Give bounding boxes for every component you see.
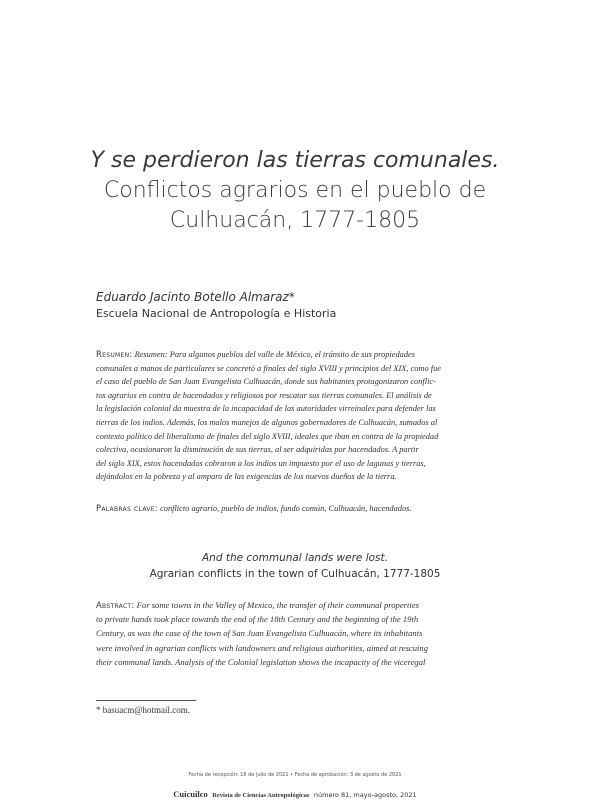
abstract-line-2: to private hands took place towards the end of the 18th Century and the beginning of the 19th <box>96 614 419 625</box>
abstract-line-5: their communal lands. Analysis of the Colonial legislation shows the incapacity of the viceregal <box>96 656 426 667</box>
resumen-line-3: el caso del pueblo de San Juan Evangelista Culhuacán, donde sus habitantes protagonizaron conflic- <box>96 377 436 387</box>
journal-subtitle: Revista de Ciencias Antropológicas <box>212 792 310 799</box>
title-line-1: Y se perdieron las tierras comunales. <box>90 148 500 173</box>
approved-date: Fecha de aprobación: 3 de agosto de 2021 <box>294 772 402 778</box>
footnote-email: * basuacm@hotmail.com. <box>96 705 191 715</box>
footnote-divider <box>96 700 196 701</box>
journal-footer <box>60 784 530 802</box>
author-name: Eduardo Jacinto Botello Almaraz* <box>96 290 295 304</box>
journal-name: Cuicuilco <box>173 789 208 799</box>
resumen-line-4: tos agrarios en contra de hacendados y religiosos por rescatar sus tierras comunales. El análisis de <box>96 390 432 400</box>
author-affiliation: Escuela Nacional de Antropología e Historia <box>96 307 337 320</box>
abstract-line-1: Abstract: For some towns in the Valley of Mexico, the transfer of their communal properties <box>96 600 419 610</box>
english-title <box>60 550 530 582</box>
received-date: Fecha de recepción: 16 de julio de 2021 <box>188 772 289 778</box>
abstract-section <box>96 598 496 669</box>
article-title <box>60 146 530 236</box>
title-line-3: Culhuacán, 1777-1805 <box>169 208 421 233</box>
resumen-line-1: Resumen: Resumen: Para algunos pueblos del valle de México, el tránsito de sus propiedades <box>96 349 416 359</box>
resumen-line-6: tierras de los indios. Además, los malos manejos de algunos gobernadores de Culhuacán, sumados al <box>96 417 438 427</box>
keywords-text: conflicto agrario, pueblo de indios, fundo común, Culhuacán, hacendados. <box>160 504 412 513</box>
keywords-section <box>96 503 496 513</box>
resumen-line-9: del siglo XIX, estos hacendados cobraron a los indios un impuesto por el uso de lagunas y tierras, <box>96 458 426 468</box>
title-line-2: Conflictos agrarios en el pueblo de <box>103 178 487 203</box>
resumen-line-5: la legislación colonial da muestra de la incapacidad de las autoridades virreinales para defender las <box>96 404 436 414</box>
resumen-line-2: comunales a manos de particulares se concretó a finales del siglo XVIII y principios del XIX, como fue <box>96 363 442 373</box>
journal-issue: número 81, mayo-agosto, 2021 <box>313 791 417 799</box>
resumen-section <box>96 348 492 484</box>
abstract-label: Abstract: <box>96 600 135 610</box>
date-separator-bullet: • <box>290 772 295 778</box>
resumen-line-7: contexto político del liberalismo de finales del siglo XVIII, ideales que iban en contra de la propiedad <box>96 431 439 441</box>
abstract-line-3: Century, as was the case of the town of San Juan Evangelista Culhuacán, where its inhabitants <box>96 628 423 639</box>
resumen-label: Resumen: <box>96 349 133 359</box>
keywords-label: Palabras clave: <box>96 503 158 513</box>
abstract-line-4: were involved in agrarian conflicts with landowners and religious authorities, aimed at rescuing <box>96 642 429 653</box>
english-title-line-2: Agrarian conflicts in the town of Culhuacán, 1777-1805 <box>149 568 441 580</box>
resumen-line-10: dejándolos en la pobreza y al amparo de las exigencias de los nuevos dueños de la tierra. <box>96 472 397 482</box>
resumen-line-8: colectiva, ocasionaron la disminución de sus tierras, al ser adquiridas por hacendados. A partir <box>96 445 419 455</box>
english-title-line-1: And the communal lands were lost. <box>202 552 388 564</box>
publication-dates <box>60 772 530 778</box>
